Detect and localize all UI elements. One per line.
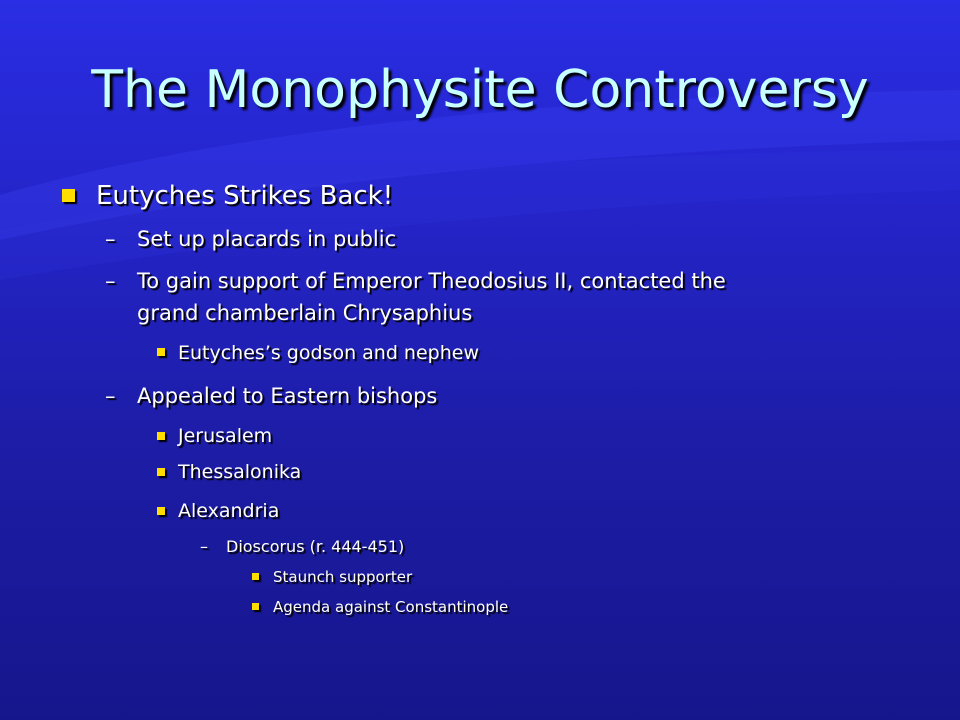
dash-marker: –: [200, 537, 208, 556]
bullet-square-small-icon: [157, 468, 165, 476]
dash-marker: –: [105, 384, 116, 408]
bullet-square-small-icon: [157, 432, 165, 440]
bullet-appealed-eastern-bishops: Appealed to Eastern bishops: [137, 384, 438, 408]
bullet-square-tiny-icon: [252, 603, 259, 610]
dash-marker: –: [105, 269, 116, 293]
bullet-eutyches-strikes-back: Eutyches Strikes Back!: [96, 181, 394, 211]
bullet-gain-support-line1: To gain support of Emperor Theodosius II, contacted the: [137, 269, 726, 293]
bullet-thessalonika: Thessalonika: [178, 461, 302, 483]
slide-title: The Monophysite Controversy: [91, 60, 869, 120]
bullet-alexandria: Alexandria: [178, 500, 280, 522]
bullet-gain-support-line2: grand chamberlain Chrysaphius: [137, 301, 473, 325]
bullet-agenda-constantinople: Agenda against Constantinople: [273, 598, 509, 616]
bullet-staunch-supporter: Staunch supporter: [273, 568, 413, 586]
bullet-square-small-icon: [157, 507, 165, 515]
bullet-set-up-placards: Set up placards in public: [137, 227, 397, 251]
bullet-jerusalem: Jerusalem: [178, 425, 273, 447]
bullet-dioscorus: Dioscorus (r. 444-451): [226, 537, 405, 556]
bullet-square-icon: [62, 189, 75, 202]
dash-marker: –: [105, 227, 116, 251]
bullet-square-tiny-icon: [252, 573, 259, 580]
bullet-godson-nephew: Eutyches’s godson and nephew: [178, 342, 479, 364]
bullet-square-small-icon: [157, 348, 165, 356]
